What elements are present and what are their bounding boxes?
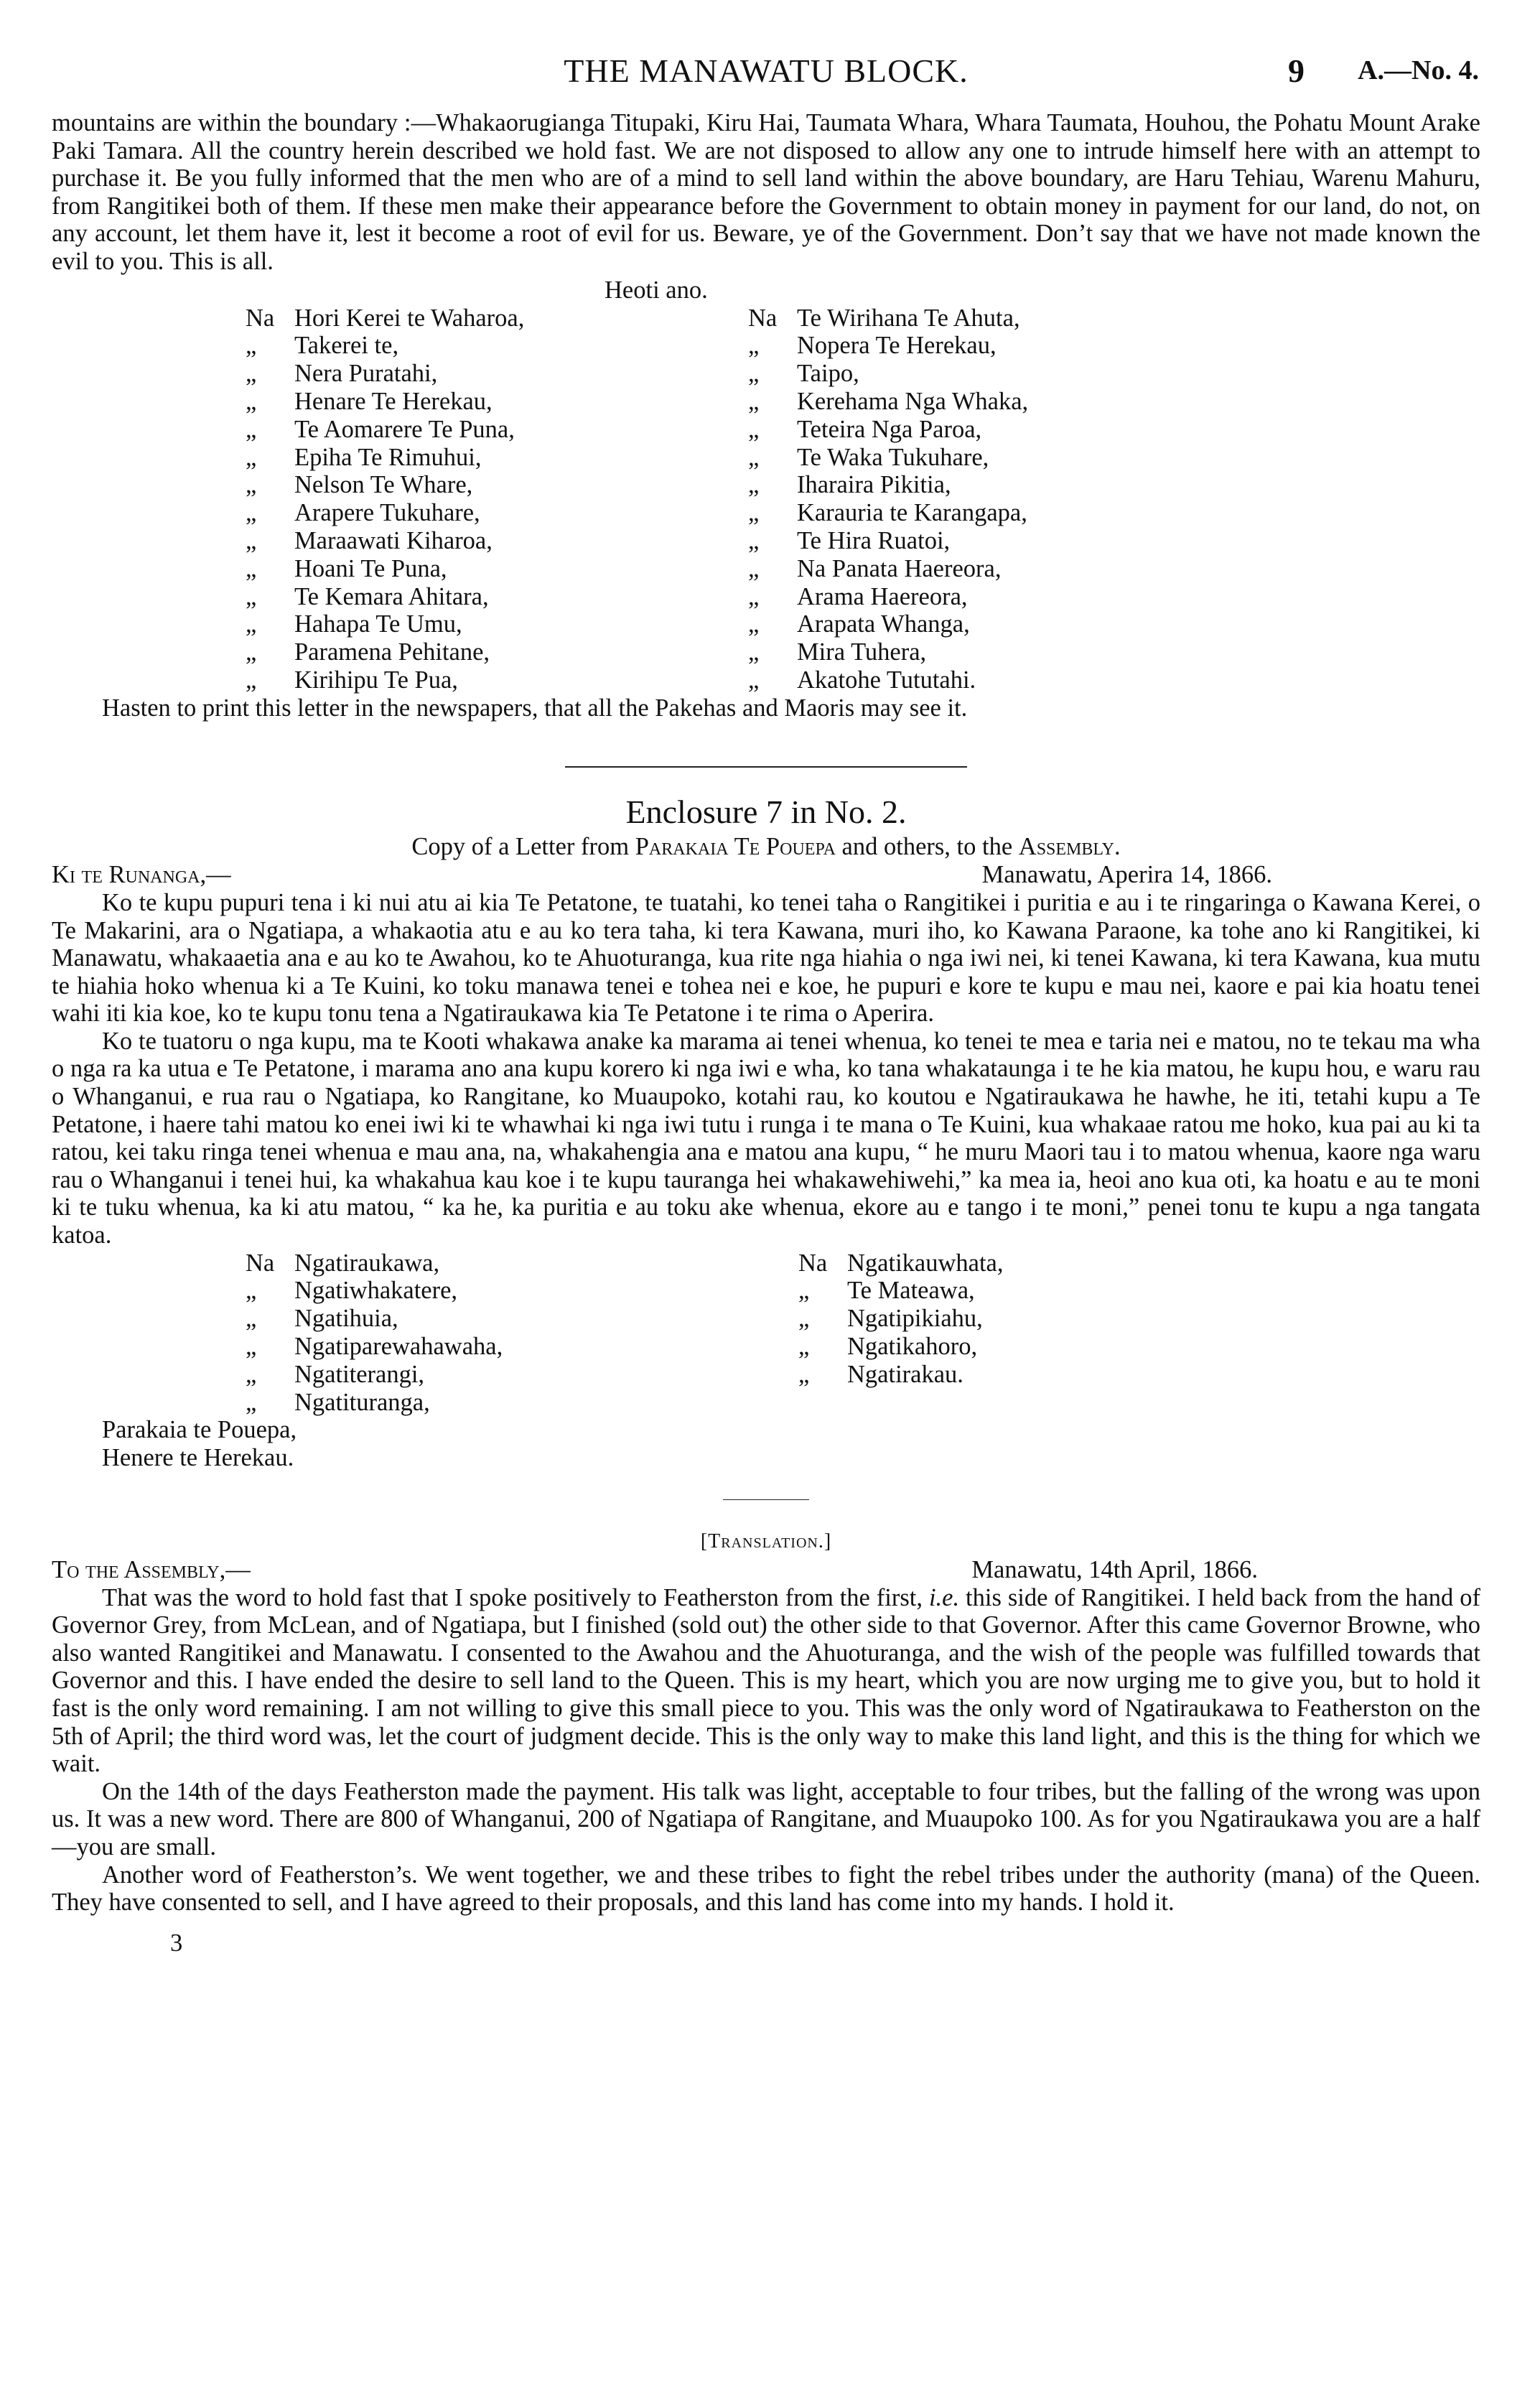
entry-name: Ngatiraukawa, [294,1249,440,1277]
letter-one-postscript: Hasten to print this letter in the newspapers, that all the Pakehas and Maoris may see it. [102,694,968,722]
entry-prefix: „ [246,1360,257,1388]
para1-text-start: That was the word to hold fast that I spoke positively to Featherston from the first, [102,1583,929,1611]
entry-name: Karauria te Karangapa, [797,499,1027,527]
entry-prefix: „ [798,1305,810,1333]
enclosure-paragraph-2: Ko te tuatoru o nga kupu, ma te Kooti whakawa anake ka marama ai tenei whenua, ko tenei te mea e taria nei e matou, no te tekau ma wha o nga ra ka utua e Te Petatone, i marama ano ana kupu korero ki nga iwi e wha, ko tana whakataunga i te he kia matou, he kupu hou, e waru rau o Whanganui, e rua rau o Ngatiapa, ko Rangitane, ko Muaupoko, kotahi rau, ko koutou e Ngatiraukawa he hawhe, he iti, tetahi kupu a Te Petatone, i haere tahi matou ko enei iwi ki te whawhai ki nga iwi tutu i runga i te mana o Te Kuini, kua whakaae ratou me hoko, kua pai au ki ta ratou, kei taku ringa tenei whenua e mau ana, na, whakahengia ana e matou ana kupu, “ he muru Maori tau i to matou whenua, kaore nga waru rau o Whanganui i tenei hui, ka whakahua kau koe i te kupu tauranga hei whakawehiwehi,” ka mea ia, heoi ano kua oti, ka hoatu e au te moni ki te tuku whenua, ka ki atu matou, “ ka he, ka puritia e au toku ake whenua, ekore au e tango i te moni,” penei tonu te kupu a nga tangata katoa. [52,1027,1480,1249]
translation-paragraph-3: Another word of Featherston’s. We went together, we and these tribes to fight the rebel tribes under the authority (mana) of the Queen. They have consented to sell, and I have agreed to their proposals, and this land has come into my hands. I hold it. [52,1861,1480,1917]
entry-prefix: „ [246,582,257,610]
entry-prefix: „ [246,1333,257,1361]
entry-prefix: „ [748,499,760,527]
name-entry [748,388,1028,416]
name-entry [246,1249,798,1277]
name-entry [246,416,748,444]
translation-place-date: Manawatu, 14th April, 1866. [971,1556,1258,1583]
entry-name: Kerehama Nga Whaka, [797,387,1029,415]
page-number: 9 [1288,52,1305,89]
tribes-left-column [246,1249,798,1417]
name-entry [748,416,1028,444]
entry-prefix: Na [246,1249,275,1277]
name-entry [748,471,1028,499]
section-divider-rule [565,766,967,768]
entry-prefix: „ [748,526,760,554]
name-entry [246,610,748,638]
enclosure-signers [52,1416,1480,1472]
entry-name: Teteira Nga Paroa, [797,415,982,443]
name-entry [246,1333,798,1361]
entry-name: Henare Te Herekau, [294,387,493,415]
tribes-right-column [798,1249,1003,1417]
entry-prefix: „ [246,471,257,499]
entry-prefix: „ [246,443,257,471]
translation-divider-rule [723,1499,809,1500]
name-entry [246,1361,798,1389]
entry-name: Ngatiwhakatere, [294,1277,458,1305]
salutation-dash: ,— [200,861,231,889]
entry-name: Arama Haereora, [797,582,968,610]
name-entry [246,304,748,332]
document-page [52,52,1480,1957]
entry-name: Te Waka Tukuhare, [797,443,989,471]
name-entry [748,583,1028,611]
name-entry [748,499,1028,527]
entry-prefix: „ [748,332,760,360]
entry-prefix: „ [246,638,257,666]
entry-name: Ngatituranga, [294,1388,430,1416]
name-entry [748,304,1028,332]
entry-name: Te Hira Ruatoi, [797,526,951,554]
entry-prefix: „ [246,1305,257,1333]
name-entry [748,555,1028,583]
name-entry [246,527,748,555]
enclosure-subtitle [52,832,1480,861]
name-entry [748,666,1028,694]
entry-name: Arapere Tukuhare, [294,499,480,527]
name-entry [246,332,748,360]
entry-prefix: „ [246,554,257,582]
signer-line: Henere te Herekau. [102,1444,294,1472]
salutation-word: Ki te [52,861,109,889]
entry-prefix: „ [246,499,257,527]
entry-prefix: „ [798,1333,810,1361]
name-entry [748,332,1028,360]
document-code: A.—No. 4. [1358,55,1479,85]
entry-prefix: „ [246,415,257,443]
name-entry [748,610,1028,638]
name-entry [246,666,748,694]
translation-address-line [52,1556,1480,1584]
entry-name: Nopera Te Herekau, [797,332,997,360]
entry-prefix: „ [748,387,760,415]
salutation-dash: ,— [219,1556,251,1583]
entry-name: Taipo, [797,360,859,388]
letter-one-closing: Heoti ano. [605,276,708,304]
name-entry [798,1305,1003,1333]
running-header [52,52,1480,109]
name-entry [246,499,748,527]
entry-name: Kirihipu Te Pua, [294,666,458,694]
entry-name: Ngatipikiahu, [847,1305,983,1333]
name-entry [246,444,748,472]
entry-name: Ngatiterangi, [294,1360,425,1388]
translation-paragraph-2: On the 14th of the days Featherston made the payment. His talk was light, acceptable to four tribes, but the falling of the wrong was upon us. It was a new word. There are 800 of Whanganui, 200 of Ngatiapa of Rangitane, and Muaupoko 100. As for you Ngatiraukawa you are a half—you are small. [52,1777,1480,1861]
entry-name: Ngatiparewahawaha, [294,1333,503,1361]
header-title: THE MANAWATU BLOCK. [564,52,969,89]
entry-prefix: „ [748,443,760,471]
salutation-name: Assembly [123,1556,220,1583]
name-entry [748,444,1028,472]
enclosure-paragraph-1: Ko te kupu pupuri tena i ki nui atu ai kia Te Petatone, te tuatahi, ko tenei taha o Rangitikei i puritia e au i te ringaringa o Kawana Kerei, o Te Makarini, ara o Ngatiapa, a whakaotia atu e au ko tera taha, ki tera Kawana, muri iho, ko Kawana Paraone, ka tohe ano ki Rangitikei, ki Manawatu, whakaaetia ana e au ko te Awahou, ko te Ahuoturanga, kua rite nga hiahia o nga iwi nei, ki tenei Kawana, ki tera Kawana, kua mutu te hiahia hoko whenua ki a Te Kuini, ko toku manawa tenei e tohea nei e koe, he pupuri e kore te kupu e mau nei, kaore e pai kia hoatu tenei wahi iti kia koe, ko te kupu tonu tena a Ngatiraukawa kia Te Petatone i te rima o Aperira. [52,888,1480,1028]
entry-name: Ngatirakau. [847,1360,963,1388]
entry-prefix: „ [246,610,257,638]
signatories-left-column [246,304,748,694]
para1-italic-ie: i.e. [928,1583,960,1611]
name-entry [748,527,1028,555]
entry-name: Hahapa Te Umu, [294,610,462,638]
entry-prefix: „ [798,1360,810,1388]
entry-name: Na Panata Haereora, [797,554,1002,582]
footer-page-reference: 3 [170,1929,183,1957]
entry-prefix: Na [246,304,275,332]
entry-name: Arapata Whanga, [797,610,970,638]
entry-name: Mira Tuhera, [797,638,927,666]
subtitle-prefix: Copy of a Letter from [411,833,635,861]
entry-prefix: „ [246,332,257,360]
entry-prefix: „ [246,666,257,694]
translation-heading [52,1527,1480,1556]
subtitle-sender: Parakaia Te Pouepa [635,833,836,861]
para1-text-end: this side of Rangitikei. I held back from the hand of Governor Grey, from McLean, and of Ngatiapa, but I finished (sold out) the other side to that Governor. After this came Governor Browne, who also wanted Rangitikei and Manawatu. I consented to the Awahou and the Ahuoturanga, and the wish of the people was fulfilled towards that Governor and this. I have ended the desire to sell land to the Queen. This is my heart, which you are now urging me to give you, but to hold it fast is the only word remaining. I am not willing to give this small piece to you. This was the only word of Ngatiraukawa to Featherston on the 5th of April; the third word was, let the court of judgment decide. This is the only way to make this land light, and this is the thing for which we wait. [52,1583,1480,1778]
name-entry [246,388,748,416]
name-entry [246,1389,798,1417]
entry-name: Maraawati Kiharoa, [294,526,493,554]
entry-prefix: „ [246,1388,257,1416]
letter-one-paragraph: mountains are within the boundary :—Whakaorugianga Titupaki, Kiru Hai, Taumata Whara, Whara Taumata, Houhou, the Pohatu Mount Arake Paki Tamara. All the country herein described we hold fast. We are not disposed to allow any one to intrude himself here with an attempt to purchase it. Be you fully informed that the men who are of a mind to sell land within the above boundary, are Haru Tehiau, Warenu Mahuru, from Rangitikei both of them. If these men make their appearance before the Government to obtain money in payment for our land, do not, on any account, let them have it, lest it become a root of evil for us. Beware, ye of the Government. Don’t say that we have not made known the evil to you. This is all. [52,109,1480,275]
name-entry [798,1333,1003,1361]
name-entry [246,1277,798,1305]
entry-name: Te Mateawa, [847,1277,975,1305]
entry-prefix: „ [748,554,760,582]
name-entry [246,583,748,611]
entry-name: Te Wirihana Te Ahuta, [797,304,1020,332]
subtitle-middle: and others, to the [835,833,1019,861]
entry-name: Te Aomarere Te Puna, [294,415,515,443]
name-entry [246,360,748,388]
entry-prefix: „ [748,415,760,443]
entry-prefix: „ [748,638,760,666]
entry-name: Ngatihuia, [294,1305,398,1333]
entry-prefix: Na [798,1249,828,1277]
translation-salutation [52,1556,251,1584]
translation-paragraph-1 [52,1584,1480,1778]
salutation-word: To the [52,1556,124,1583]
entry-name: Paramena Pehitane, [294,638,490,666]
name-entry [246,638,748,666]
translation-heading-text: [Translation.] [700,1530,832,1552]
enclosure-address-line [52,861,1480,889]
entry-prefix: „ [246,360,257,388]
enclosure-tribes [52,1249,1480,1417]
entry-prefix: „ [748,666,760,694]
entry-prefix: „ [246,387,257,415]
enclosure-title: Enclosure 7 in No. 2. [625,793,907,831]
signatories-right-column [748,304,1028,694]
enclosure-salutation [52,861,231,889]
entry-prefix: „ [748,360,760,388]
entry-prefix: „ [748,610,760,638]
entry-prefix: „ [798,1277,810,1305]
enclosure-place-date: Manawatu, Aperira 14, 1866. [981,861,1272,889]
name-entry [246,555,748,583]
subtitle-end: . [1114,833,1121,861]
name-entry [246,1305,798,1333]
name-entry [246,471,748,499]
entry-prefix: Na [748,304,778,332]
entry-name: Ngatikauwhata, [847,1249,1004,1277]
signer-line: Parakaia te Pouepa, [102,1416,297,1444]
salutation-name: Runanga [108,861,200,889]
entry-name: Te Kemara Ahitara, [294,582,489,610]
letter-one-signatories [52,304,1480,694]
entry-name: Ngatikahoro, [847,1333,978,1361]
entry-prefix: „ [748,471,760,499]
entry-name: Hori Kerei te Waharoa, [294,304,525,332]
entry-name: Epiha Te Rimuhui, [294,443,482,471]
entry-name: Nera Puratahi, [294,360,438,388]
entry-prefix: „ [748,582,760,610]
name-entry [748,638,1028,666]
entry-name: Akatohe Tututahi. [797,666,976,694]
entry-prefix: „ [246,1277,257,1305]
subtitle-recipient: Assembly [1018,833,1114,861]
entry-name: Takerei te, [294,332,399,360]
name-entry [798,1361,1003,1389]
entry-prefix: „ [246,526,257,554]
name-entry [798,1249,1003,1277]
name-entry [798,1277,1003,1305]
entry-name: Iharaira Pikitia, [797,471,951,499]
entry-name: Hoani Te Puna, [294,554,447,582]
name-entry [748,360,1028,388]
entry-name: Nelson Te Whare, [294,471,473,499]
